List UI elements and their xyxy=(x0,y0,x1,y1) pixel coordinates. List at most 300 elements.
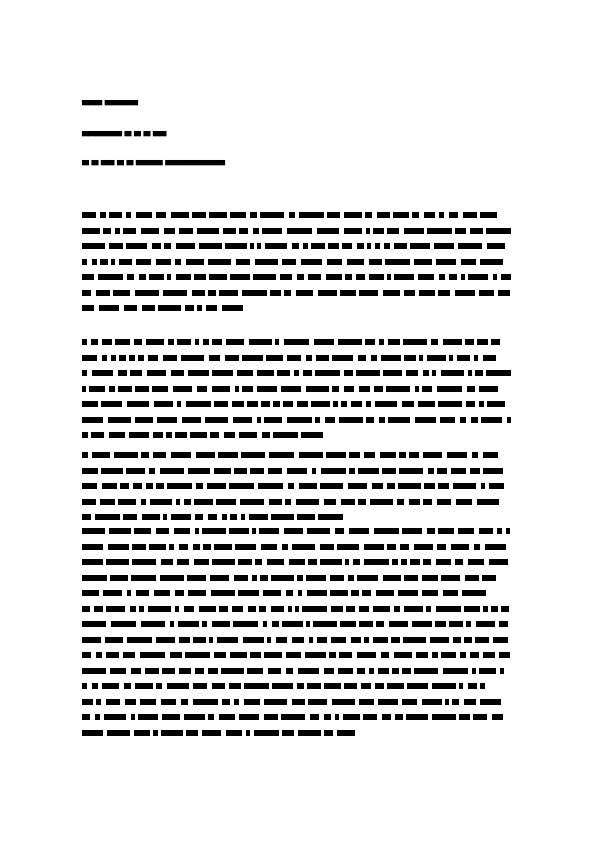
text-word xyxy=(255,259,278,265)
text-line xyxy=(82,468,516,474)
text-word xyxy=(474,544,480,550)
text-word xyxy=(216,499,236,505)
text-word xyxy=(306,355,312,361)
text-word xyxy=(92,683,98,689)
text-word xyxy=(177,339,191,345)
text-word xyxy=(394,606,400,612)
text-word xyxy=(268,468,282,474)
text-word xyxy=(270,290,281,296)
text-word xyxy=(163,290,187,296)
text-word xyxy=(252,528,256,534)
text-word xyxy=(284,290,291,296)
text-word xyxy=(266,355,283,361)
text-word xyxy=(285,499,291,505)
text-word xyxy=(280,274,292,280)
text-word xyxy=(197,228,219,234)
text-word xyxy=(208,668,218,674)
text-word xyxy=(351,401,362,407)
text-word xyxy=(197,386,207,392)
text-word xyxy=(403,637,426,643)
text-word xyxy=(295,606,299,612)
text-word xyxy=(192,290,205,296)
text-word xyxy=(485,544,506,550)
text-word xyxy=(389,621,408,627)
text-word xyxy=(82,730,103,736)
text-word xyxy=(226,730,242,736)
text-word xyxy=(186,730,198,736)
text-word xyxy=(242,290,267,296)
text-word xyxy=(271,575,294,581)
text-word xyxy=(373,228,384,234)
text-word xyxy=(115,228,120,234)
text-word xyxy=(412,212,419,218)
text-line xyxy=(82,401,516,407)
text-word xyxy=(358,355,366,361)
text-word xyxy=(364,637,369,643)
text-line xyxy=(82,452,516,458)
text-word xyxy=(194,499,213,505)
text-word xyxy=(320,544,334,550)
text-word xyxy=(329,652,336,658)
text-word xyxy=(356,274,365,280)
text-word xyxy=(206,305,217,311)
text-word xyxy=(287,468,307,474)
text-word xyxy=(437,386,462,392)
text-word xyxy=(493,274,497,280)
text-word xyxy=(119,355,126,361)
text-word xyxy=(209,274,227,280)
text-word xyxy=(307,590,327,596)
text-word xyxy=(464,637,472,643)
text-word xyxy=(369,274,384,280)
text-word xyxy=(82,499,96,505)
text-word xyxy=(167,483,192,489)
text-word xyxy=(370,499,393,505)
text-word xyxy=(292,243,299,249)
text-word xyxy=(210,575,229,581)
text-word xyxy=(253,274,276,280)
text-word xyxy=(359,621,373,627)
text-word xyxy=(507,417,511,423)
text-word xyxy=(212,559,235,565)
text-word xyxy=(317,637,327,643)
text-word xyxy=(233,621,258,627)
text-word xyxy=(359,606,369,612)
text-word xyxy=(156,212,166,218)
text-word xyxy=(82,274,94,280)
text-word xyxy=(170,621,174,627)
text-word xyxy=(438,290,450,296)
text-word xyxy=(288,606,292,612)
text-word xyxy=(404,606,423,612)
text-word xyxy=(214,544,232,550)
text-word xyxy=(109,212,122,218)
text-word xyxy=(247,668,263,674)
text-word xyxy=(156,683,162,689)
text-word xyxy=(230,274,250,280)
text-word xyxy=(82,637,101,643)
paragraph-2 xyxy=(82,339,516,448)
text-word xyxy=(149,544,166,550)
text-word xyxy=(217,637,238,643)
text-word xyxy=(406,714,428,720)
text-word xyxy=(315,370,340,376)
text-word xyxy=(142,514,160,520)
text-word xyxy=(375,401,397,407)
text-word xyxy=(472,452,478,458)
text-word xyxy=(343,714,360,720)
text-word xyxy=(349,528,369,534)
text-word xyxy=(439,212,444,218)
text-word xyxy=(208,514,217,520)
text-word xyxy=(250,468,264,474)
text-word xyxy=(229,528,249,534)
text-word xyxy=(110,668,126,674)
paragraph-1 xyxy=(82,212,516,321)
text-word xyxy=(479,401,484,407)
text-word xyxy=(257,370,274,376)
text-word xyxy=(349,452,360,458)
text-word xyxy=(235,386,239,392)
text-word xyxy=(89,386,105,392)
text-word xyxy=(271,606,284,612)
text-word xyxy=(92,370,113,376)
text-word xyxy=(194,274,206,280)
text-word xyxy=(461,259,476,265)
text-word xyxy=(196,483,203,489)
text-word xyxy=(136,212,152,218)
text-word xyxy=(269,499,282,505)
text-word xyxy=(339,417,363,423)
text-word xyxy=(401,559,407,565)
text-word xyxy=(141,228,159,234)
text-word xyxy=(375,683,384,689)
text-line xyxy=(82,514,516,520)
text-word xyxy=(301,259,322,265)
text-line xyxy=(82,652,516,658)
text-word xyxy=(221,668,244,674)
text-word xyxy=(344,212,362,218)
text-word xyxy=(441,370,464,376)
text-word xyxy=(186,259,204,265)
text-word xyxy=(486,228,511,234)
text-word xyxy=(452,699,459,705)
text-word xyxy=(236,259,250,265)
text-word xyxy=(188,590,206,596)
text-word xyxy=(480,683,485,689)
text-word xyxy=(439,274,445,280)
text-word xyxy=(107,730,130,736)
text-word xyxy=(264,699,287,705)
text-word xyxy=(287,417,312,423)
text-word xyxy=(176,499,180,505)
text-word xyxy=(263,590,281,596)
text-word xyxy=(148,606,171,612)
text-word xyxy=(402,401,414,407)
text-word xyxy=(374,528,399,534)
text-word xyxy=(306,575,326,581)
text-word xyxy=(436,259,456,265)
text-word xyxy=(438,483,449,489)
text-word xyxy=(232,401,244,407)
text-word xyxy=(253,228,259,234)
text-word xyxy=(443,590,458,596)
text-word xyxy=(306,386,329,392)
text-word xyxy=(303,370,312,376)
text-word xyxy=(120,483,129,489)
text-word xyxy=(272,621,279,627)
text-line xyxy=(82,590,516,596)
text-line xyxy=(82,699,516,705)
text-word xyxy=(282,621,303,627)
text-word xyxy=(465,575,479,581)
text-word xyxy=(466,621,471,627)
text-word xyxy=(250,243,254,249)
text-word xyxy=(96,290,110,296)
text-word xyxy=(479,528,493,534)
paragraph-4 xyxy=(82,528,516,745)
text-word xyxy=(91,339,98,345)
text-word xyxy=(149,468,155,474)
text-word xyxy=(82,714,90,720)
text-line xyxy=(82,228,516,234)
text-word xyxy=(203,544,211,550)
text-word xyxy=(219,714,235,720)
text-word xyxy=(103,228,111,234)
text-word xyxy=(130,370,142,376)
text-word xyxy=(296,290,313,296)
text-word xyxy=(125,699,136,705)
text-word xyxy=(257,243,261,249)
text-word xyxy=(487,243,505,249)
text-word xyxy=(271,514,294,520)
text-word xyxy=(320,483,343,489)
text-word xyxy=(135,386,149,392)
text-word xyxy=(462,590,486,596)
text-word xyxy=(212,386,230,392)
text-word xyxy=(282,730,294,736)
text-word xyxy=(453,483,476,489)
text-word xyxy=(193,637,206,643)
text-word xyxy=(451,468,466,474)
text-word xyxy=(378,699,398,705)
text-word xyxy=(418,401,435,407)
text-word xyxy=(346,606,355,612)
text-word xyxy=(82,290,91,296)
text-word xyxy=(468,683,477,689)
text-word xyxy=(364,559,389,565)
text-word xyxy=(82,259,87,265)
text-word xyxy=(241,452,265,458)
text-line xyxy=(82,499,516,505)
text-word xyxy=(312,468,316,474)
text-word xyxy=(398,483,421,489)
text-word xyxy=(98,274,123,280)
text-word xyxy=(386,386,410,392)
text-word xyxy=(109,528,131,534)
text-word xyxy=(261,401,270,407)
text-word xyxy=(203,339,209,345)
text-word xyxy=(171,452,191,458)
text-word xyxy=(412,621,432,627)
text-word xyxy=(399,452,406,458)
text-word xyxy=(170,652,182,658)
text-word xyxy=(357,652,376,658)
text-word xyxy=(124,305,137,311)
text-word xyxy=(385,259,410,265)
text-word xyxy=(371,355,377,361)
text-word xyxy=(358,468,379,474)
text-word xyxy=(480,212,497,218)
text-word xyxy=(363,714,377,720)
text-word xyxy=(456,499,472,505)
text-word xyxy=(95,514,120,520)
text-word xyxy=(139,274,146,280)
text-word xyxy=(479,386,498,392)
text-word xyxy=(491,606,498,612)
text-word xyxy=(415,417,436,423)
text-word xyxy=(321,468,346,474)
text-word xyxy=(233,417,252,423)
text-word xyxy=(307,528,330,534)
text-word xyxy=(382,714,391,720)
text-word xyxy=(324,683,341,689)
text-word xyxy=(344,683,357,689)
text-word xyxy=(376,621,384,627)
text-word xyxy=(179,637,190,643)
text-word xyxy=(404,575,418,581)
text-word xyxy=(347,259,364,265)
text-word xyxy=(230,212,246,218)
text-word xyxy=(152,243,161,249)
text-word xyxy=(106,652,119,658)
text-word xyxy=(123,514,137,520)
text-word xyxy=(288,483,294,489)
text-word xyxy=(440,417,455,423)
text-word xyxy=(455,559,463,565)
text-word xyxy=(202,528,226,534)
text-line xyxy=(82,432,516,438)
text-word xyxy=(366,417,374,423)
text-word xyxy=(244,699,260,705)
text-word xyxy=(361,683,371,689)
text-word xyxy=(294,370,299,376)
text-word xyxy=(468,370,472,376)
text-word xyxy=(199,243,222,249)
text-word xyxy=(309,637,313,643)
text-word xyxy=(211,590,235,596)
text-word xyxy=(162,714,180,720)
text-word xyxy=(124,683,131,689)
text-word xyxy=(273,432,298,438)
text-word xyxy=(324,668,334,674)
text-word xyxy=(438,401,462,407)
text-word xyxy=(129,355,135,361)
text-word xyxy=(324,499,336,505)
text-word xyxy=(104,714,126,720)
text-line xyxy=(82,355,516,361)
text-word xyxy=(82,339,87,345)
text-word xyxy=(205,417,228,423)
text-word xyxy=(82,699,93,705)
text-word xyxy=(243,637,264,643)
text-word xyxy=(431,339,438,345)
text-word xyxy=(101,468,123,474)
text-word xyxy=(163,355,177,361)
text-word xyxy=(188,468,210,474)
text-word xyxy=(499,621,508,627)
text-word xyxy=(167,274,171,280)
text-word xyxy=(332,355,353,361)
text-word xyxy=(359,699,374,705)
text-word xyxy=(156,528,169,534)
text-word xyxy=(311,401,330,407)
text-word xyxy=(349,468,355,474)
text-word xyxy=(257,417,261,423)
text-word xyxy=(267,637,271,643)
text-word xyxy=(380,452,396,458)
text-word xyxy=(464,699,476,705)
text-word xyxy=(148,355,158,361)
text-word xyxy=(480,699,501,705)
text-word xyxy=(225,355,239,361)
text-line xyxy=(82,637,516,643)
text-word xyxy=(351,637,361,643)
text-word xyxy=(264,714,278,720)
text-word xyxy=(436,559,451,565)
text-word xyxy=(100,212,106,218)
text-word xyxy=(255,559,262,565)
text-word xyxy=(443,668,468,674)
text-line xyxy=(82,339,516,345)
text-word xyxy=(149,274,164,280)
text-word xyxy=(184,714,205,720)
text-word xyxy=(402,699,417,705)
text-line xyxy=(82,259,516,265)
text-word xyxy=(460,417,466,423)
text-word xyxy=(292,699,305,705)
text-word xyxy=(252,575,257,581)
text-word xyxy=(341,499,355,505)
text-word xyxy=(367,243,371,249)
text-word xyxy=(118,499,136,505)
text-word xyxy=(341,401,347,407)
text-word xyxy=(82,652,91,658)
text-word xyxy=(96,652,102,658)
text-word xyxy=(467,386,475,392)
text-word xyxy=(286,668,293,674)
text-word xyxy=(164,228,175,234)
text-word xyxy=(382,468,396,474)
text-word xyxy=(261,544,277,550)
text-word xyxy=(150,499,172,505)
text-word xyxy=(127,401,149,407)
text-word xyxy=(311,243,325,249)
text-word xyxy=(234,468,247,474)
text-word xyxy=(135,290,159,296)
text-word xyxy=(402,668,411,674)
text-word xyxy=(146,339,164,345)
text-word xyxy=(344,228,362,234)
text-word xyxy=(424,212,435,218)
text-word xyxy=(320,559,342,565)
text-word xyxy=(427,228,452,234)
text-word xyxy=(239,432,257,438)
text-word xyxy=(393,212,409,218)
text-word xyxy=(384,243,390,249)
text-word xyxy=(340,621,356,627)
text-word xyxy=(177,559,189,565)
